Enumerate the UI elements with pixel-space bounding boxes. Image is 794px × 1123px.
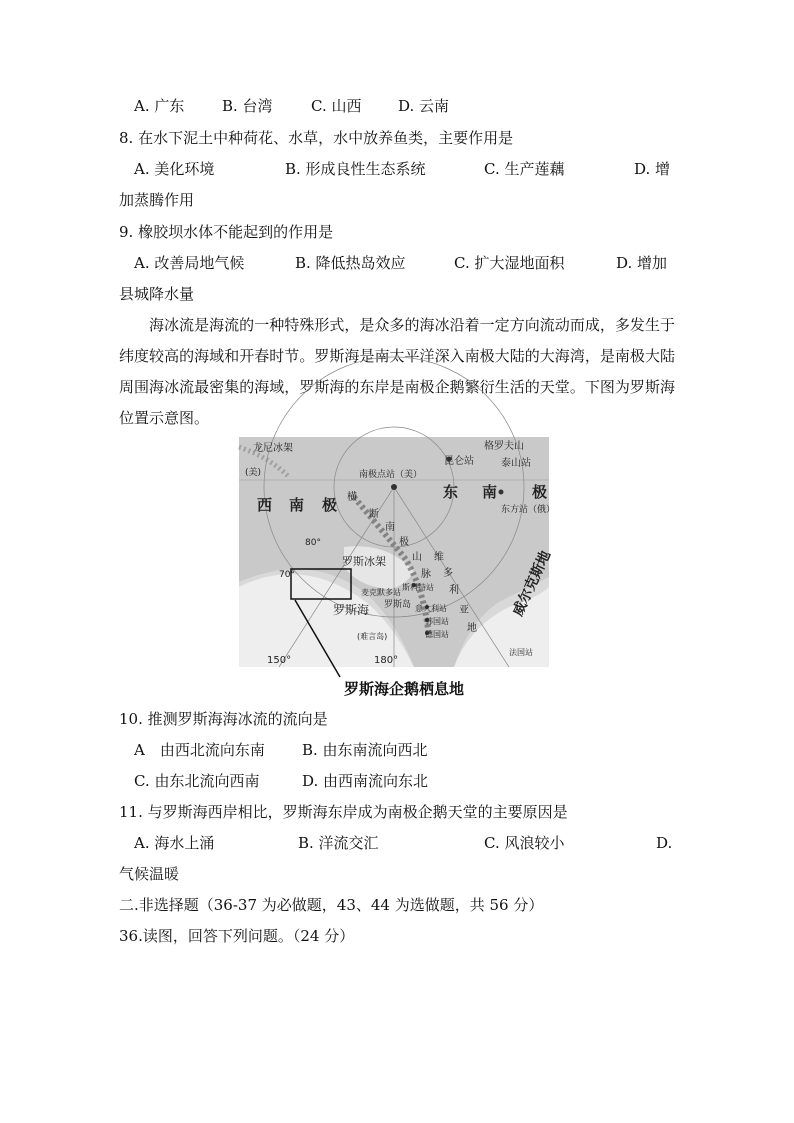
label-wei: 维 — [434, 552, 444, 563]
map-caption: 罗斯海企鹅栖息地 — [344, 680, 465, 698]
q9-option-d: D. 增加 — [616, 254, 668, 272]
q36-stem: 36.读图，回答下列问题。（24 分） — [119, 927, 355, 945]
label-rossdao: 罗斯岛 — [384, 600, 412, 610]
label-west1: 西 — [257, 496, 273, 514]
q8-stem: 8. 在水下泥土中种荷花、水草，水中放养鱼类，主要作用是 — [119, 129, 514, 147]
label-kunlun: 昆仑站 — [444, 456, 474, 467]
q11-option-d: D. — [656, 834, 673, 852]
label-li: 利 — [449, 585, 459, 596]
q7-option-b: B. 台湾 — [222, 97, 273, 115]
q9-option-a: A. 改善局地气候 — [134, 254, 245, 272]
q10-option-b: B. 由东南流向西北 — [302, 741, 428, 759]
label-duo: 多 — [443, 568, 453, 579]
label-heng: 横 — [347, 492, 357, 503]
label-east1: 东 — [443, 483, 459, 501]
label-lon150: 150° — [267, 655, 292, 666]
label-duan: 断 — [369, 509, 379, 520]
label-ji-s: 极 — [399, 537, 409, 548]
q8-option-c: C. 生产莲藕 — [484, 160, 565, 178]
label-sikete: 斯科特站 — [402, 583, 434, 592]
label-east2: 南 — [482, 483, 498, 501]
label-dongfang: 东方站（俄） — [501, 505, 556, 515]
label-east3: 极 — [532, 483, 548, 501]
label-di: 地 — [467, 623, 477, 634]
label-rosssea: 罗斯海 — [333, 603, 370, 617]
q9-stem: 9. 橡胶坝水体不能起到的作用是 — [119, 223, 334, 241]
label-nanji: 南极点站（美） — [359, 470, 423, 480]
q9-wrap: 县城降水量 — [119, 285, 195, 303]
label-lon180: 180° — [374, 655, 399, 666]
label-wilkes: 威尔克斯地 — [510, 548, 555, 619]
label-west3: 极 — [322, 496, 338, 514]
q8-wrap: 加蒸腾作用 — [119, 191, 195, 209]
q8-option-a: A. 美化环境 — [134, 160, 215, 178]
section-2-heading: 二.非选择题（36-37 为必做题，43、44 为选做题，共 56 分） — [119, 896, 544, 914]
q10-option-d: D. 由西南流向东北 — [302, 772, 429, 790]
q11-option-a: A. 海水上涌 — [134, 834, 215, 852]
q7-option-c: C. 山西 — [311, 97, 362, 115]
label-hanguo: 韩国站 — [425, 617, 449, 626]
q10-option-a: A 由西北流向东南 — [134, 741, 265, 759]
label-yidali: 意大利站 — [415, 604, 447, 613]
label-longni: 龙尼冰架 — [253, 443, 293, 454]
label-nan-s: 南 — [385, 522, 395, 533]
label-west2: 南 — [289, 496, 305, 514]
q8-option-b: B. 形成良性生态系统 — [285, 160, 426, 178]
q7-option-a: A. 广东 — [134, 97, 185, 115]
label-maikemu: 麦克默多站 — [361, 588, 401, 597]
label-ya: 亚 — [459, 605, 469, 616]
label-shan-s: 山 — [412, 552, 422, 563]
q11-option-c: C. 风浪较小 — [484, 834, 565, 852]
q10-option-c: C. 由东北流向西南 — [134, 772, 260, 790]
label-lat70: 70° — [279, 570, 295, 580]
label-deguo: 德国站 — [425, 630, 449, 639]
q11-option-b: B. 洋流交汇 — [298, 834, 379, 852]
q7-option-d: D. 云南 — [398, 97, 450, 115]
label-nanyan: (难言岛) — [357, 632, 388, 641]
label-lat80: 80° — [305, 538, 321, 548]
q8-option-d: D. 增 — [634, 160, 671, 178]
callout-line — [280, 595, 360, 685]
q9-option-b: B. 降低热岛效应 — [295, 254, 406, 272]
q11-wrap: 气候温暖 — [119, 865, 180, 883]
passage: 海冰流是海流的一种特殊形式，是众多的海冰沿着一定方向流动而成，多发生于纬度较高的海域和开春时节。罗斯海是南太平洋深入南极大陆的大海湾，是南极大陆周围海冰流最密集的海域，罗斯海的东岸是南极企鹅繁衍生活的天堂。下图为罗斯海位置示意图。 — [119, 316, 675, 427]
q9-option-c: C. 扩大湿地面积 — [454, 254, 565, 272]
q11-stem: 11. 与罗斯海西岸相比，罗斯海东岸成为南极企鹅天堂的主要原因是 — [119, 803, 568, 821]
label-mai: 脉 — [421, 569, 431, 580]
label-gelofu: 格罗夫山 — [484, 441, 524, 452]
label-fayaguo: 法国站 — [509, 648, 533, 657]
label-taishan: 泰山站 — [501, 458, 531, 469]
label-rossice: 罗斯冰架 — [342, 555, 386, 568]
q10-stem: 10. 推测罗斯海海冰流的流向是 — [119, 710, 328, 728]
label-mei1: (美) — [245, 468, 262, 478]
